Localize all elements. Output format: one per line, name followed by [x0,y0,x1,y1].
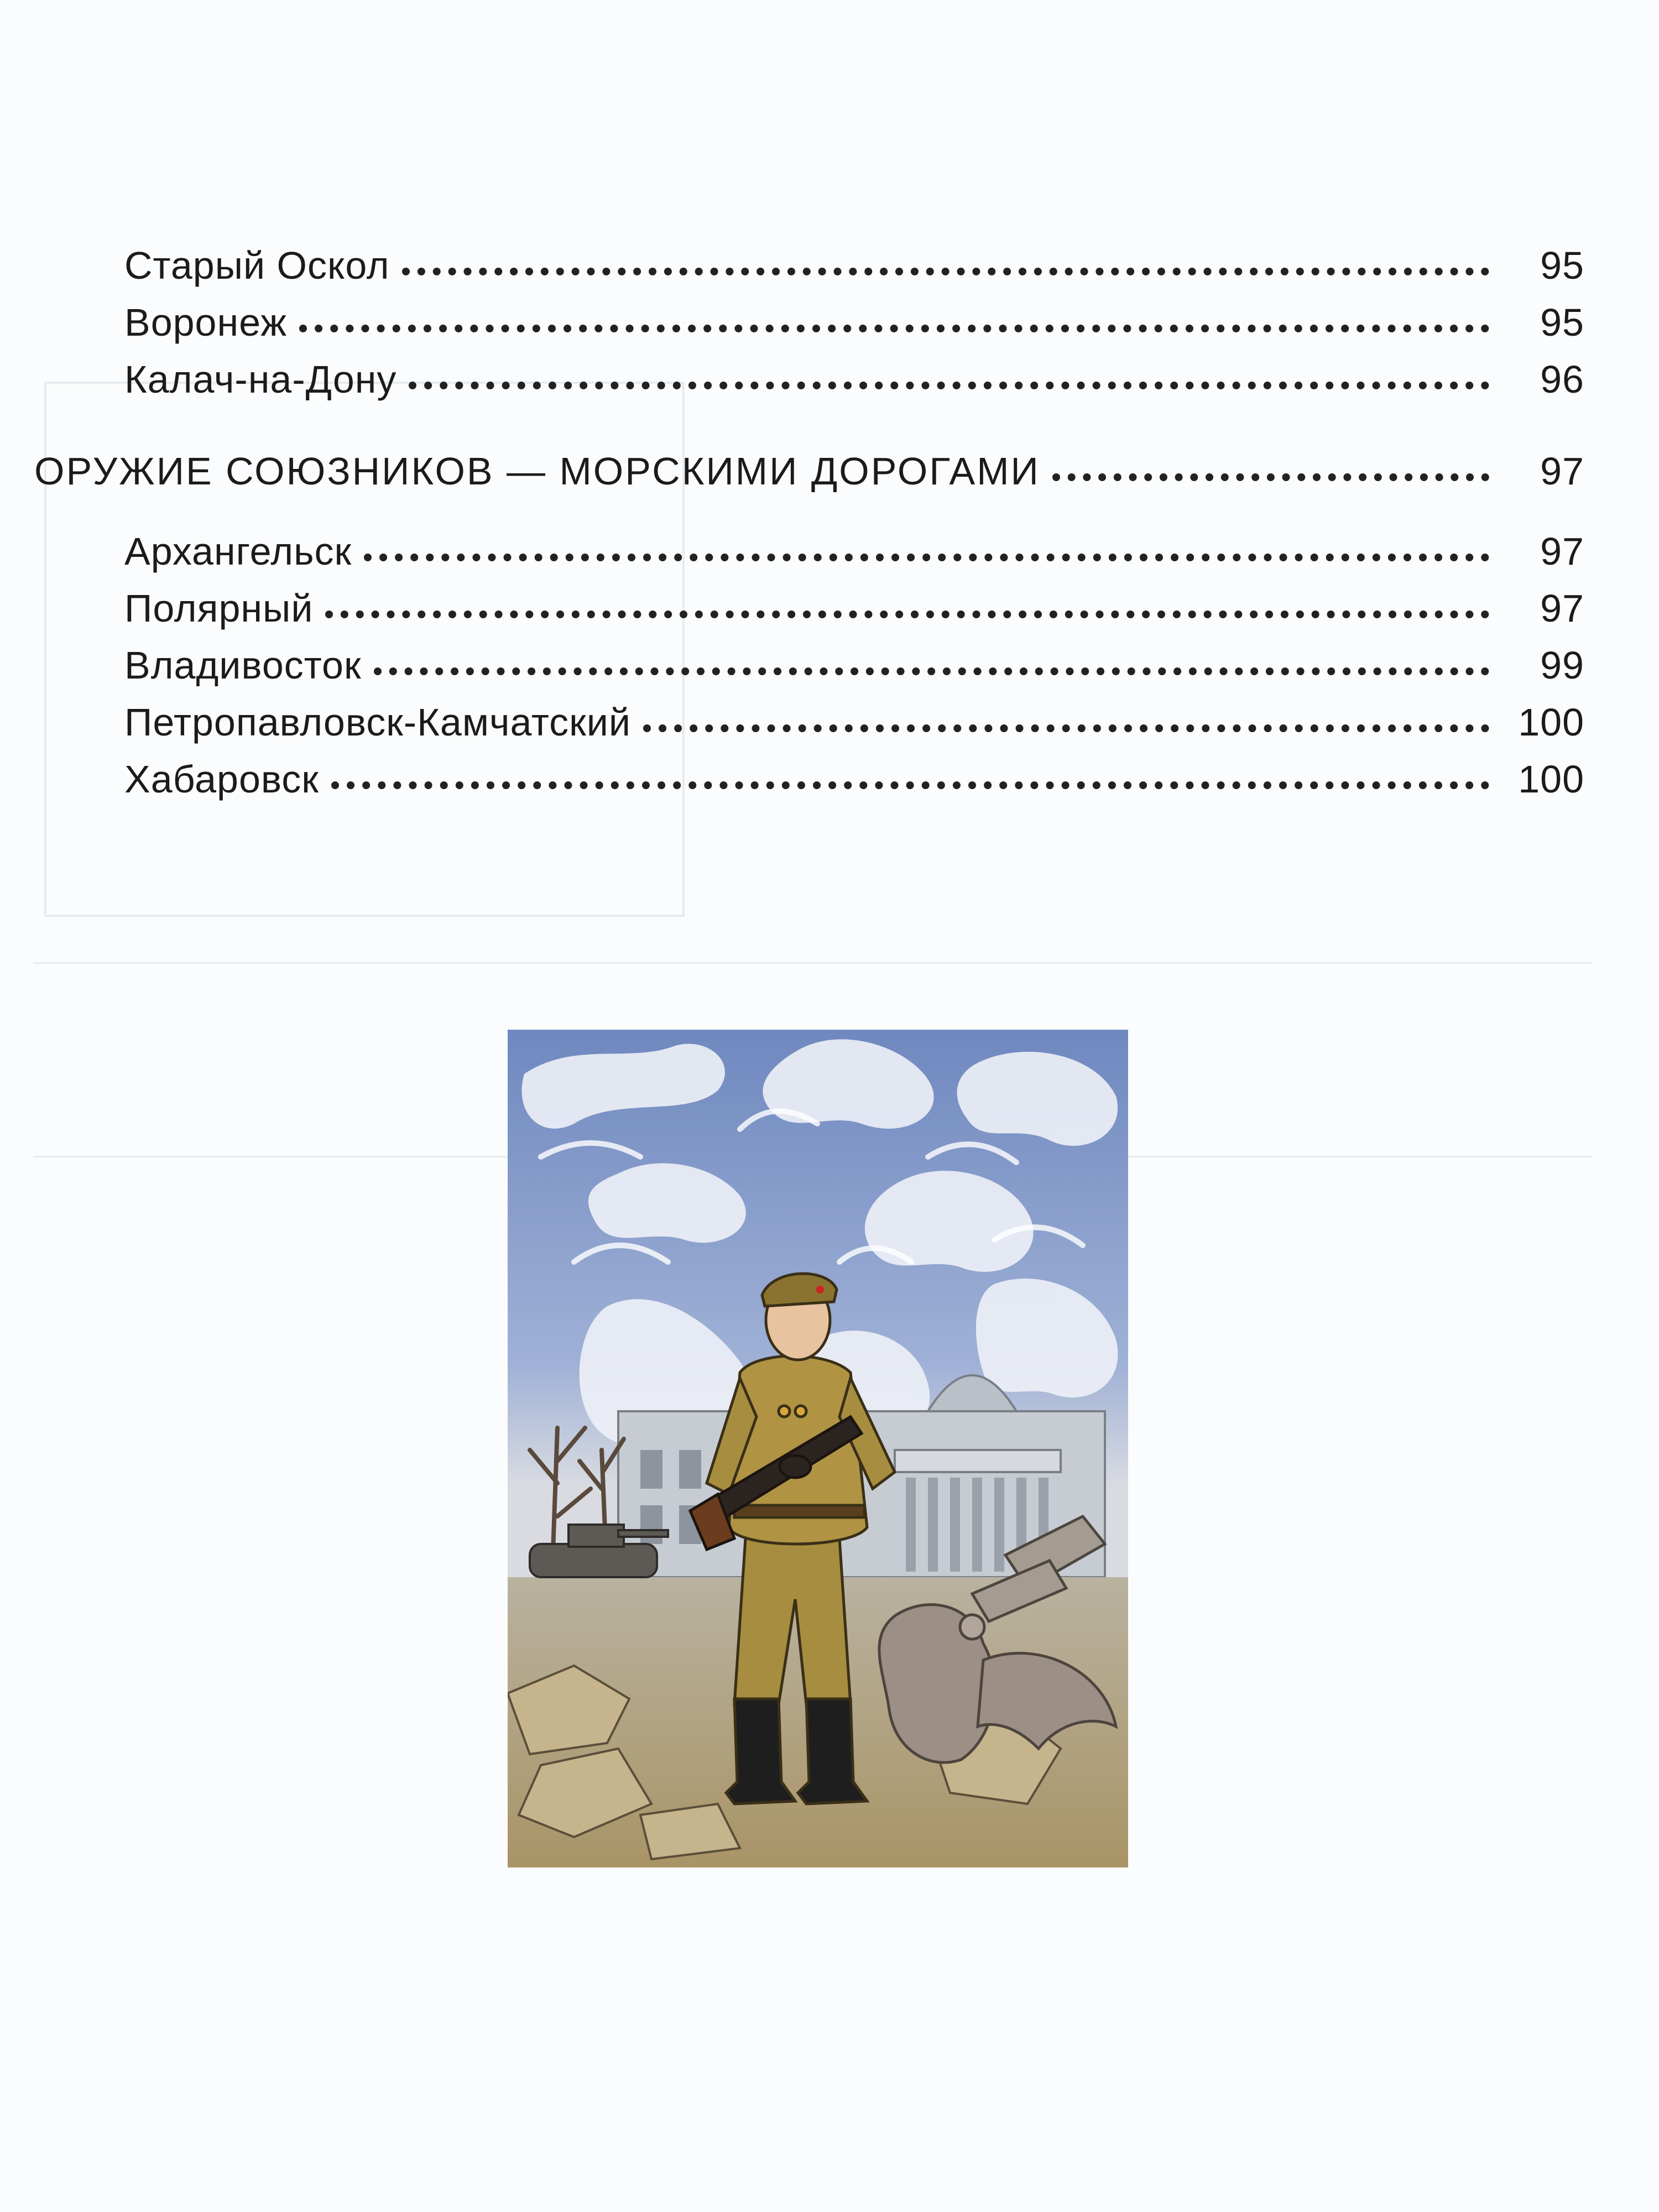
toc-entry-label: Полярный [124,587,314,630]
toc-leader-dots [325,611,1489,618]
toc-leader-dots [331,781,1489,789]
toc-entry [124,357,1584,401]
soldier-illustration [508,1030,1128,1867]
toc-entry-label: Воронеж [124,301,288,344]
toc-entry-label: Архангельск [124,530,352,573]
toc-entry-page: 100 [1518,758,1584,801]
toc-entry-page: 99 [1540,644,1584,687]
toc-section-label: ОРУЖИЕ СОЮЗНИКОВ — МОРСКИМИ ДОРОГАМИ [34,450,1040,493]
toc-entry [124,529,1584,573]
toc-leader-dots [409,382,1489,389]
toc-entry-label: Калач-на-Дону [124,358,397,401]
toc-entry [124,586,1584,630]
toc-entry [124,243,1584,288]
toc-entry-label: Хабаровск [124,758,319,801]
toc-leader-dots [374,667,1489,675]
toc-entry [124,757,1584,801]
toc-entry-label: Владивосток [124,644,362,687]
toc-leader-dots [402,268,1489,275]
toc-entry-page: 100 [1518,701,1584,744]
bleed-through-rule [33,962,1593,964]
toc-entry [124,643,1584,687]
toc-leader-dots [643,724,1489,732]
toc-entry-page: 97 [1540,530,1584,573]
toc-section-page: 97 [1540,450,1584,493]
toc-entry-page: 95 [1540,244,1584,287]
toc-entry-label: Старый Оскол [124,244,390,287]
toc-entry [124,700,1584,744]
toc-leader-dots [364,554,1489,561]
toc-entry-page: 97 [1540,587,1584,630]
toc-leader-dots [1052,473,1489,481]
toc-entry-page: 96 [1540,358,1584,401]
toc-leader-dots [299,325,1489,332]
toc-section-heading [34,449,1584,493]
toc-entry [124,300,1584,345]
toc-entry-page: 95 [1540,301,1584,344]
toc-entry-label: Петропавловск-Камчатский [124,701,631,744]
